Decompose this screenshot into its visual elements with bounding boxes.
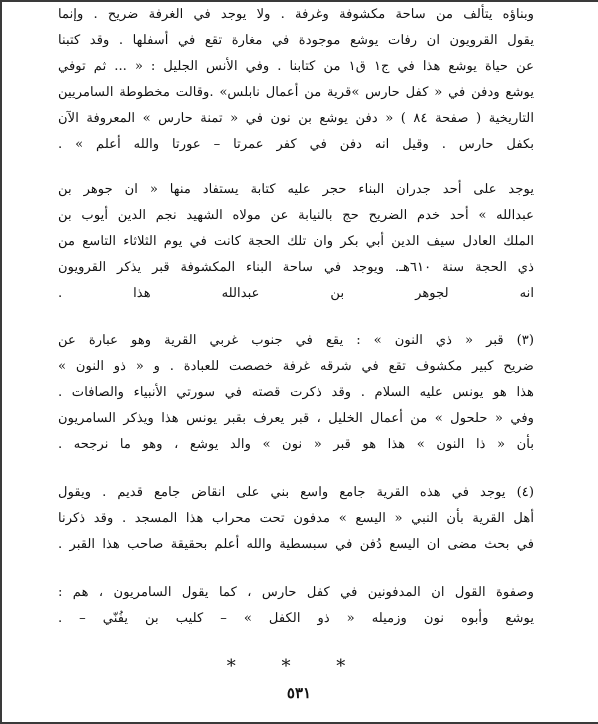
- text-line: يقول القرويون ان رفات يوشع موجودة في مغارة تقع في أسفلها . وقد كتبنا: [58, 33, 534, 48]
- paragraph-dhul-nun-tomb: [58, 328, 534, 458]
- text-line: هذا هو يونس عليه السلام . وقد ذكرت قصته في سورتي الأنبياء والصافات .: [58, 385, 534, 400]
- text-line: انه لجوهر بن عبدالله هذا .: [58, 286, 534, 301]
- paragraph-gap: [58, 458, 534, 480]
- paragraph-gap: [58, 558, 534, 580]
- paragraph-gap: [58, 158, 534, 177]
- paragraph-summary: [58, 580, 534, 632]
- text-line: يوشع وأبوه نون وزميله « ذو الكفل » – كليب بن يفُنّي – .: [58, 611, 534, 626]
- paragraph-gap: [58, 632, 534, 652]
- text-line: ضريح كبير مكشوف تقع في شرقه غرفة خصصت للعبادة . و « ذو النون »: [58, 359, 534, 374]
- text-line: في بحث مضى ان اليسع دُفن في سبسطية والله أعلم بحقيقة صاحب هذا القبر .: [58, 537, 534, 552]
- scan-border-left: [0, 0, 2, 724]
- text-line: بأن « ذا النون » هذا هو قبر « نون » والد يوشع ، وهو ما نرجحه .: [58, 437, 534, 452]
- text-line: وبناؤه يتألف من ساحة مكشوفة وغرفة . ولا يوجد في الغرفة ضريح . وإنما: [58, 7, 534, 22]
- section-divider-stars: * * *: [226, 656, 366, 677]
- paragraph-gap: [58, 307, 534, 328]
- paragraph-mosque: [58, 480, 534, 558]
- text-line: وصفوة القول ان المدفونين في كفل حارس ، كما يقول السامريون ، هم :: [58, 585, 534, 600]
- text-line: يوجد على أحد جدران البناء حجر عليه كتابة يستفاد منها « ان جوهر بن: [58, 182, 534, 197]
- text-line: يوشع ودفن في « كفل حارس »قرية من أعمال نابلس» .وقالت مخطوطة السامريين: [58, 85, 534, 100]
- text-line: وفي « حلحول » من أعمال الخليل ، قبر يعرف بقبر يونس هذا ويذكر السامريون: [58, 411, 534, 426]
- text-line: التاريخية ( صفحة ٨٤ ) « دفن يوشع بن نون في « تمنة حارس » المعروفة الآن: [58, 111, 534, 126]
- paragraph-joshua-shrine: [58, 2, 534, 158]
- text-line: أهل القرية بأن النبي « اليسع » مدفون تحت محراب هذا المسجد . وقد ذكرنا: [58, 511, 534, 526]
- text-line: ذي الحجة سنة ٦١٠هـ. ويوجد في ساحة البناء المكشوفة قبر يذكر القرويون: [58, 260, 534, 275]
- text-line: (٣) قبر « ذي النون » : يقع في جنوب غربي القرية وهو عبارة عن: [58, 333, 534, 348]
- paragraph-inscription: [58, 177, 534, 307]
- text-line: عبدالله » أحد خدم الضريح حج بالنيابة عن مولاه الشهيد نجم الدين أيوب بن: [58, 208, 534, 223]
- text-line: الملك العادل سيف الدين أبي بكر وان تلك الحجة كانت في يوم الثلاثاء التاسع من: [58, 234, 534, 249]
- text-line: بكفل حارس . وقيل انه دفن في كفر عمرتا – عورتا والله أعلم » .: [58, 137, 534, 152]
- page-body: [58, 2, 534, 682]
- text-line: عن حياة يوشع هذا في ج١ ق١ من كتابنا . وفي الأنس الجليل : « ... ثم توفي: [58, 59, 534, 74]
- text-line: (٤) يوجد في هذه القرية جامع واسع بني على انقاض جامع قديم . ويقول: [58, 485, 534, 500]
- page-number: ٥٣١: [286, 684, 312, 702]
